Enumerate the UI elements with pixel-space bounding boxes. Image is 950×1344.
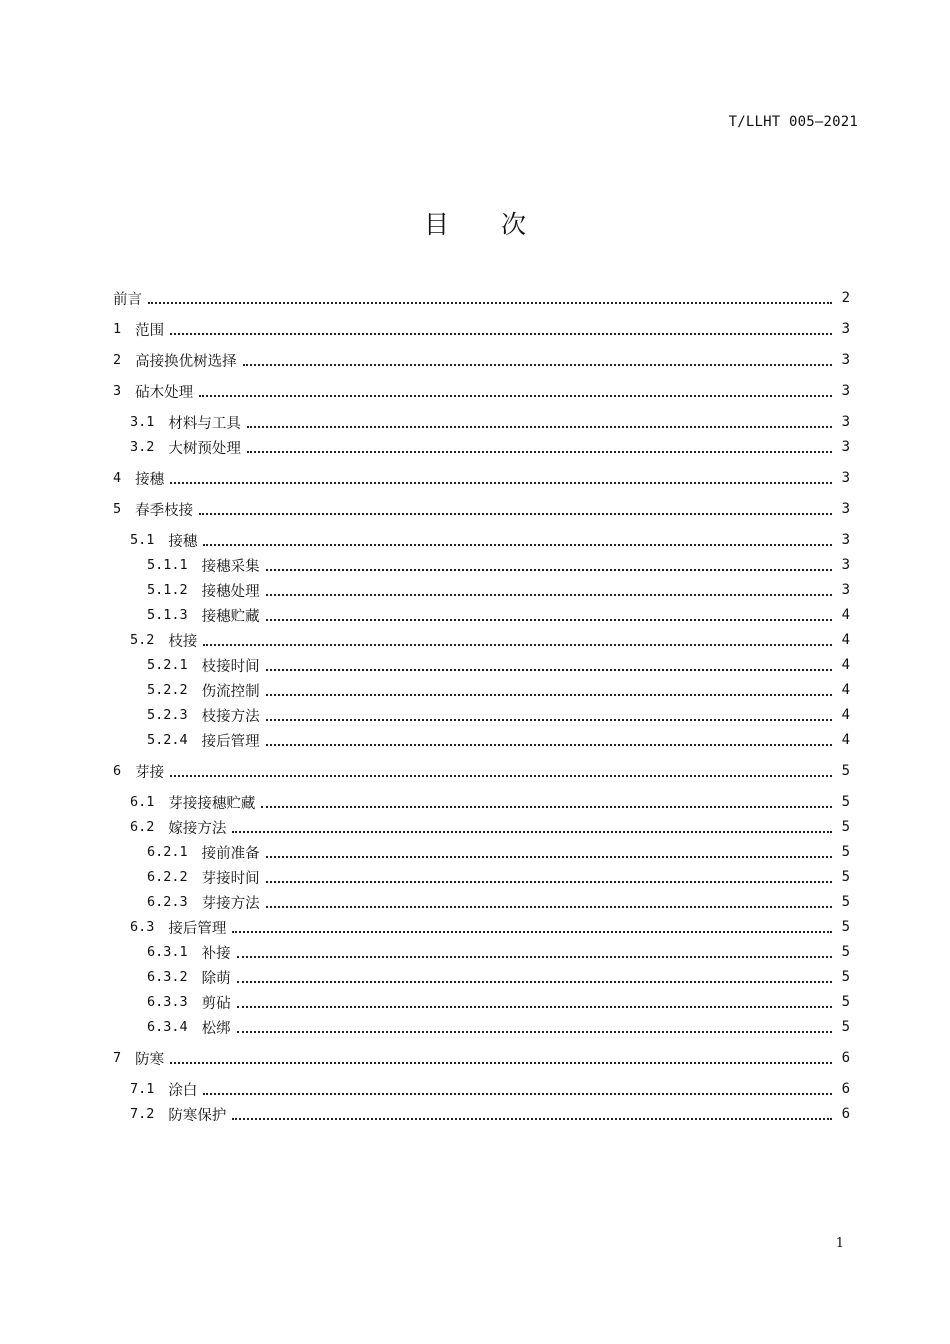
toc-entry-page: 4 [841, 732, 850, 748]
toc-entry-number: 4 [113, 470, 122, 486]
toc-entry-page: 3 [841, 532, 850, 548]
toc-entry-number: 6.2.2 [147, 869, 188, 885]
dot-leader [203, 532, 832, 546]
toc-entry-title: 防寒保护 [168, 1107, 227, 1124]
dot-leader [266, 607, 832, 621]
toc-entry[interactable] [113, 678, 850, 702]
dot-leader [266, 707, 832, 721]
toc-entry-page: 5 [841, 1019, 850, 1035]
dot-leader [148, 290, 832, 304]
toc-entry[interactable] [113, 653, 850, 677]
toc-entry-title: 芽接方法 [201, 895, 260, 912]
toc-entry-title: 接穗贮藏 [201, 608, 260, 625]
toc-entry-page: 6 [841, 1106, 850, 1122]
toc-entry-title: 芽接接穗贮藏 [168, 795, 256, 812]
toc-entry-number: 2 [113, 352, 122, 368]
toc-entry-page: 3 [841, 321, 850, 337]
dot-leader [247, 414, 832, 428]
toc-entry-page: 6 [841, 1081, 850, 1097]
toc-entry-page: 3 [841, 557, 850, 573]
toc-entry-page: 4 [841, 632, 850, 648]
toc-entry-title: 接穗处理 [201, 583, 260, 600]
dot-leader [203, 632, 832, 646]
dot-leader [266, 682, 832, 696]
toc-entry[interactable] [113, 990, 850, 1014]
toc-entry[interactable] [113, 1102, 850, 1126]
toc-entry-title: 大树预处理 [168, 440, 241, 457]
toc-entry-title: 枝接方法 [201, 708, 260, 725]
toc-entry-page: 4 [841, 682, 850, 698]
toc-entry-title: 枝接时间 [201, 658, 260, 675]
toc-entry-page: 5 [841, 994, 850, 1010]
toc-entry-page: 3 [841, 383, 850, 399]
toc-entry-number: 6.3.1 [147, 944, 188, 960]
toc-entry-title: 除萌 [201, 970, 231, 987]
dot-leader [170, 1050, 832, 1064]
toc-entry-page: 5 [841, 869, 850, 885]
toc-entry-page: 3 [841, 439, 850, 455]
dot-leader [237, 944, 832, 958]
toc-entry-page: 4 [841, 707, 850, 723]
page-number: 1 [835, 1236, 844, 1251]
toc-entry-page: 5 [841, 894, 850, 910]
toc-entry-title: 芽接 [135, 764, 165, 781]
dot-leader [170, 321, 832, 335]
toc-entry-title: 枝接 [168, 633, 198, 650]
toc-entry-page: 4 [841, 607, 850, 623]
toc-entry-number: 6.3.4 [147, 1019, 188, 1035]
dot-leader [243, 352, 832, 366]
toc-entry-title: 前言 [113, 291, 142, 308]
toc-entry[interactable] [113, 286, 850, 310]
toc-entry-title: 涂白 [168, 1082, 198, 1099]
toc-entry-title: 芽接时间 [201, 870, 260, 887]
toc-entry-number: 6.3.2 [147, 969, 188, 985]
toc-entry-number: 7.1 [130, 1081, 155, 1097]
toc-entry[interactable] [113, 348, 850, 372]
toc-entry-page: 3 [841, 414, 850, 430]
toc-entry[interactable] [113, 790, 850, 814]
toc-entry-number: 5.1.1 [147, 557, 188, 573]
toc-entry-page: 3 [841, 352, 850, 368]
dot-leader [266, 894, 832, 908]
toc-entry-page: 3 [841, 470, 850, 486]
dot-leader [261, 794, 832, 808]
toc-entry-number: 5 [113, 501, 122, 517]
dot-leader [266, 732, 832, 746]
toc-entry[interactable] [113, 466, 850, 490]
toc-entry-page: 5 [841, 794, 850, 810]
toc-entry-title: 砧木处理 [135, 384, 194, 401]
toc-entry-title: 防寒 [135, 1051, 165, 1068]
toc-entry[interactable] [113, 728, 850, 752]
toc-entry-title: 嫁接方法 [168, 820, 227, 837]
toc-entry-page: 2 [841, 290, 850, 306]
dot-leader [170, 470, 832, 484]
toc-entry-number: 7 [113, 1050, 122, 1066]
toc-entry[interactable] [113, 628, 850, 652]
toc-entry-title: 松绑 [201, 1020, 231, 1037]
toc-entry[interactable] [113, 759, 850, 783]
dot-leader [266, 844, 832, 858]
toc-entry-number: 5.2.4 [147, 732, 188, 748]
dot-leader [266, 582, 832, 596]
toc-entry-page: 5 [841, 919, 850, 935]
toc-entry[interactable] [113, 890, 850, 914]
dot-leader [266, 657, 832, 671]
toc-entry-page: 5 [841, 969, 850, 985]
toc-entry-title: 伤流控制 [201, 683, 260, 700]
toc-entry[interactable] [113, 840, 850, 864]
toc-entry-number: 5.1.3 [147, 607, 188, 623]
toc-entry-number: 5.2.3 [147, 707, 188, 723]
toc-entry-number: 3.2 [130, 439, 155, 455]
toc-entry-number: 5.1 [130, 532, 155, 548]
page-title: 目 次 [424, 210, 548, 239]
toc-entry-number: 6.2 [130, 819, 155, 835]
toc-entry-title: 接穗采集 [201, 558, 260, 575]
toc-entry[interactable] [113, 865, 850, 889]
dot-leader [237, 969, 832, 983]
toc-entry-page: 5 [841, 819, 850, 835]
dot-leader [237, 1019, 832, 1033]
dot-leader [203, 1081, 832, 1095]
toc-entry[interactable] [113, 410, 850, 434]
toc-entry-number: 5.2.1 [147, 657, 188, 673]
dot-leader [247, 439, 832, 453]
toc-entry-number: 6.3.3 [147, 994, 188, 1010]
toc-entry-number: 5.2.2 [147, 682, 188, 698]
toc-entry[interactable] [113, 435, 850, 459]
toc-entry[interactable] [113, 497, 850, 521]
dot-leader [237, 994, 832, 1008]
toc-entry-title: 接后管理 [168, 920, 227, 937]
toc-entry-page: 6 [841, 1050, 850, 1066]
dot-leader [266, 557, 832, 571]
toc-entry-number: 6.2.1 [147, 844, 188, 860]
dot-leader [232, 819, 832, 833]
toc-entry-number: 5.2 [130, 632, 155, 648]
toc-entry-page: 4 [841, 657, 850, 673]
toc-entry-number: 3 [113, 383, 122, 399]
toc-entry-title: 接后管理 [201, 733, 260, 750]
toc-entry-number: 6.3 [130, 919, 155, 935]
toc-entry[interactable] [113, 317, 850, 341]
dot-leader [232, 1106, 832, 1120]
toc-entry-page: 3 [841, 582, 850, 598]
toc-entry-title: 高接换优树选择 [135, 353, 237, 370]
toc-entry[interactable] [113, 379, 850, 403]
dot-leader [170, 763, 832, 777]
toc-entry-title: 接前准备 [201, 845, 260, 862]
toc-entry-number: 7.2 [130, 1106, 155, 1122]
toc-entry-number: 6.1 [130, 794, 155, 810]
toc-entry-title: 范围 [135, 322, 165, 339]
toc-entry-number: 3.1 [130, 414, 155, 430]
toc-entry-title: 接穗 [168, 533, 198, 550]
toc-entry-number: 1 [113, 321, 122, 337]
toc-entry-title: 补接 [201, 945, 231, 962]
document-code: T/LLHT 005—2021 [728, 114, 858, 130]
dot-leader [266, 869, 832, 883]
toc-entry[interactable] [113, 553, 850, 577]
toc-entry[interactable] [113, 528, 850, 552]
toc-entry-page: 5 [841, 763, 850, 779]
toc-entry[interactable] [113, 1046, 850, 1070]
toc-entry[interactable] [113, 1077, 850, 1101]
toc-entry-title: 材料与工具 [168, 415, 241, 432]
toc-entry[interactable] [113, 1015, 850, 1039]
toc-entry-number: 5.1.2 [147, 582, 188, 598]
toc-entry[interactable] [113, 703, 850, 727]
toc-entry-title: 春季枝接 [135, 502, 194, 519]
toc-entry-number: 6.2.3 [147, 894, 188, 910]
toc-entry[interactable] [113, 815, 850, 839]
toc-entry[interactable] [113, 965, 850, 989]
toc-entry-page: 3 [841, 501, 850, 517]
toc-entry[interactable] [113, 915, 850, 939]
toc-entry-title: 接穗 [135, 471, 165, 488]
toc-entry[interactable] [113, 940, 850, 964]
toc-entry-page: 5 [841, 944, 850, 960]
dot-leader [199, 383, 832, 397]
toc-entry-title: 剪砧 [201, 995, 231, 1012]
toc-entry-page: 5 [841, 844, 850, 860]
dot-leader [232, 919, 832, 933]
dot-leader [199, 501, 832, 515]
toc-entry[interactable] [113, 578, 850, 602]
toc-entry-number: 6 [113, 763, 122, 779]
toc-entry[interactable] [113, 603, 850, 627]
